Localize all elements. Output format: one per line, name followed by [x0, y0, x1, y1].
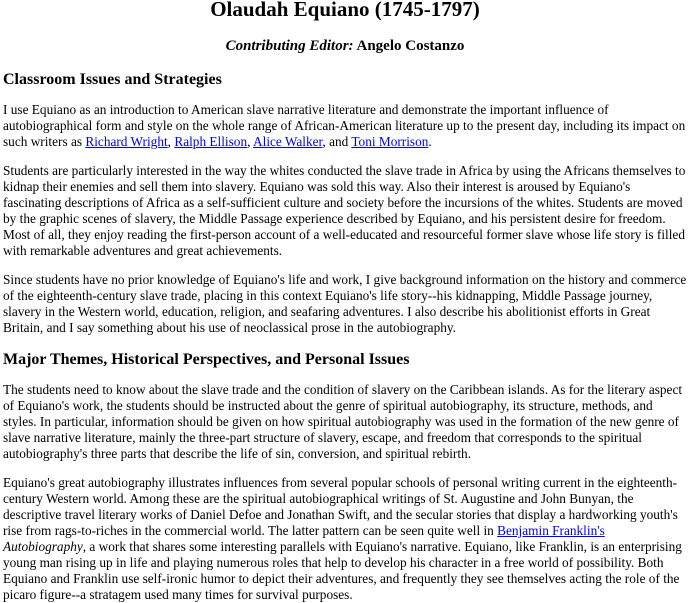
link-ralph-ellison[interactable]: Ralph Ellison: [174, 134, 248, 149]
editor-label: Contributing Editor:: [225, 38, 354, 54]
link-benjamin-franklin[interactable]: Benjamin Franklin's: [497, 523, 605, 538]
link-toni-morrison[interactable]: Toni Morrison: [351, 134, 429, 149]
section-heading-major-themes: Major Themes, Historical Perspectives, and Personal Issues: [3, 351, 410, 368]
paragraph-background-info: Since students have no prior knowledge of Equiano's life and work, I give background information on the history and commerce of the eighteenth-century slave trade, placing in this context Equiano's life story--his kidnapping, Middle Passage journey, slavery in the Western world, education, religion, and seafaring adventures. I also describe his abolitionist efforts in Great Britain, and I say something about his use of neoclassical prose in the autobiography.: [3, 272, 687, 335]
paragraph-student-interest: Students are particularly interested in the way the whites conducted the slave trade in Africa by using the Africans themselves to kidnap their enemies and sell them into slavery. Equiano was sold this way. Also their interest is aroused by Equiano's fascinating descriptions of Africa as a self-sufficient culture and society before the incursions of the whites. Students are moved by the graphic scenes of slavery, the Middle Passage experience described by Equiano, and his persistent desire for freedom. Most of all, they enjoy reading the first-person account of a well-educated and resourceful former slave whose life story is filled with remarkable adventures and great achievements.: [3, 163, 686, 258]
link-richard-wright[interactable]: Richard Wright: [85, 134, 168, 149]
paragraph-autobiography-influences: Equiano's great autobiography illustrates influences from several popular schools of personal writing current in the eighteenth-century Western world. Among these are the spiritual autobiographical writings of St. Augustine and John Bunyan, the descriptive travel literary works of Daniel Defoe and Jonathan Swift, and the secular stories that display a hardworking youth's rise from rags-to-riches in the commercial world. The latter pattern can be seen quite well in Benjamin Franklin's Autobiography, a work that shares some interesting parallels with Equiano's narrative. Equiano, like Franklin, is an enterprising young man rising up in life and playing numerous roles that help to develop his character in a free world of possibility. Both Equiano and Franklin use self-ironic humor to depict their adventures, and frequently they see themselves acting the role of the picaro figure--a stratagem used many times for survival purposes.: [3, 475, 682, 602]
link-alice-walker[interactable]: Alice Walker: [253, 134, 323, 149]
editor-name: Angelo Costanzo: [356, 38, 465, 54]
contributing-editor: [3, 36, 687, 56]
section-heading-classroom-issues: Classroom Issues and Strategies: [3, 71, 222, 88]
page-title: Olaudah Equiano (1745-1797): [210, 0, 480, 21]
paragraph-intro: I use Equiano as an introduction to American slave narrative literature and demonstrate the important influence of autobiographical form and style on the whole range of African-American literature up to the present day, including its impact on such writers as Richard Wright, Ralph Ellison, Alice Walker, and Toni Morrison.: [3, 102, 686, 149]
paragraph-slave-trade: The students need to know about the slave trade and the condition of slavery on the Caribbean islands. As for the literary aspect of Equiano's work, the students should be instructed about the genre of spiritual autobiography, its structure, methods, and styles. In particular, information should be given on how spiritual autobiography was used in the formation of the new genre of slave narrative literature, mainly the three-part structure of slavery, escape, and freedom that corresponds to the spiritual autobiography's three parts that describe the life of sin, conversion, and spiritual rebirth.: [3, 382, 683, 461]
book-title-autobiography: Autobiography: [3, 539, 83, 554]
